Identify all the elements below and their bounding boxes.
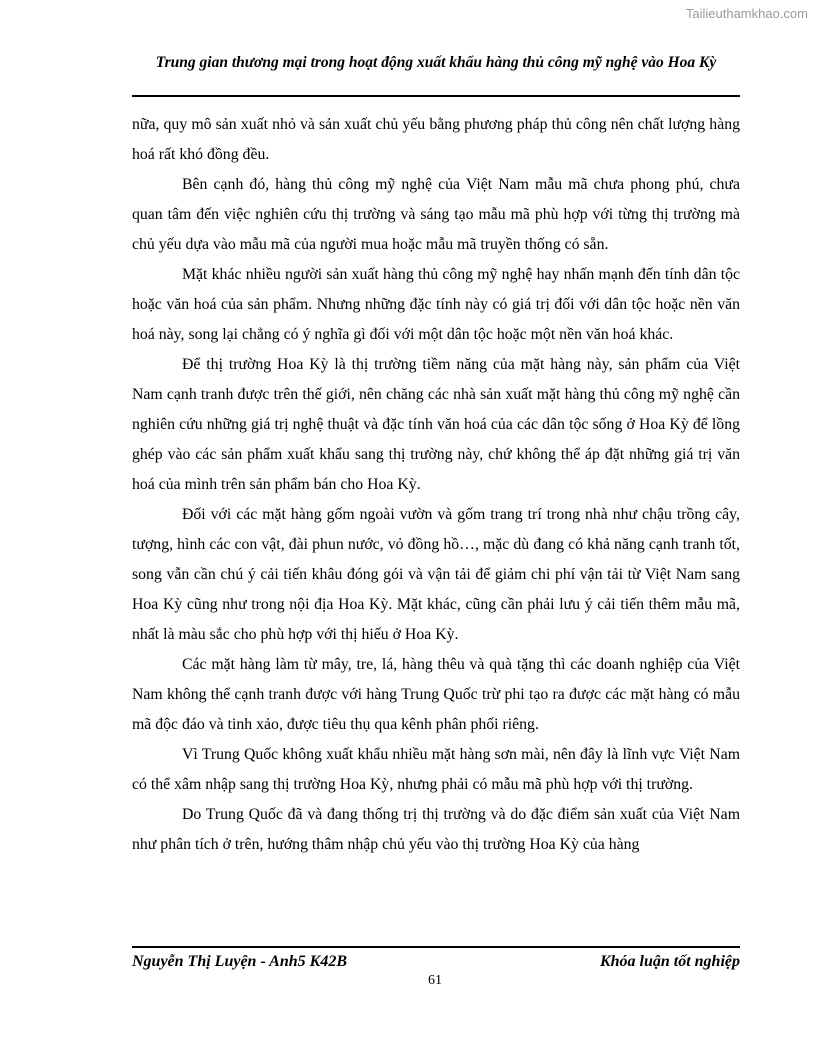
paragraph: Đối với các mặt hàng gốm ngoài vườn và gốm trang trí trong nhà như chậu trồng cây, tượng, hình các con vật, đài phun nước, vỏ đồng hồ…, mặc dù đang có khả năng cạnh tranh tốt, song vẫn cần chú ý cải tiến khâu đóng gói và vận tải để giảm chi phí vận tải từ Việt Nam sang Hoa Kỳ cũng như trong nội địa Hoa Kỳ. Mặt khác, cũng cần phải lưu ý cải tiến thêm mẫu mã, nhất là màu sắc cho phù hợp với thị hiếu ở Hoa Kỳ. xyxy=(132,506,740,643)
paragraph: Các mặt hàng làm từ mây, tre, lá, hàng thêu và quà tặng thì các doanh nghiệp của Việt Nam không thể cạnh tranh được với hàng Trung Quốc trừ phi tạo ra được các mặt hàng có mẫu mã độc đáo và tinh xảo, được tiêu thụ qua kênh phân phối riêng. xyxy=(132,656,740,733)
watermark-text: Tailieuthamkhao.com xyxy=(685,6,808,21)
footer-document-type: Khóa luận tốt nghiệp xyxy=(599,953,740,970)
paragraph: Bên cạnh đó, hàng thủ công mỹ nghệ của Việt Nam mẫu mã chưa phong phú, chưa quan tâm đến việc nghiên cứu thị trường và sáng tạo mẫu mã phù hợp với từng thị trường mà chủ yếu dựa vào mẫu mã của người mua hoặc mẫu mã truyền thống có sẵn. xyxy=(132,176,740,253)
paragraph: Mặt khác nhiều người sản xuất hàng thủ công mỹ nghệ hay nhấn mạnh đến tính dân tộc hoặc văn hoá của sản phẩm. Nhưng những đặc tính này có giá trị đối với dân tộc hoặc nền văn hoá này, song lại chẳng có ý nghĩa gì đối với một dân tộc hoặc một nền văn hoá khác. xyxy=(132,266,740,343)
header-divider xyxy=(132,95,740,97)
page-number: 61 xyxy=(428,973,442,988)
paragraph: Để thị trường Hoa Kỳ là thị trường tiềm năng của mặt hàng này, sản phẩm của Việt Nam cạnh tranh được trên thế giới, nên chăng các nhà sản xuất mặt hàng thủ công mỹ nghệ cần nghiên cứu những giá trị nghệ thuật và đặc tính văn hoá của các dân tộc sống ở Hoa Kỳ để lồng ghép vào các sản phẩm xuất khẩu sang thị trường này, chứ không thể áp đặt những giá trị văn hoá của mình trên sản phẩm bán cho Hoa Kỳ. xyxy=(132,356,740,493)
footer-author: Nguyễn Thị Luyện - Anh5 K42B xyxy=(132,953,347,970)
page-header-title: Trung gian thương mại trong hoạt động xuất khẩu hàng thủ công mỹ nghệ vào Hoa Kỳ xyxy=(155,54,717,71)
paragraph: Vì Trung Quốc không xuất khẩu nhiều mặt hàng sơn mài, nên đây là lĩnh vực Việt Nam có thể xâm nhập sang thị trường Hoa Kỳ, nhưng phải có mẫu mã phù hợp với thị trường. xyxy=(132,746,740,793)
footer-divider xyxy=(132,946,740,948)
paragraph: Do Trung Quốc đã và đang thống trị thị trường và do đặc điểm sản xuất của Việt Nam như phân tích ở trên, hướng thâm nhập chủ yếu vào thị trường Hoa Kỳ của hàng xyxy=(132,806,740,853)
paragraph-continuation: nữa, quy mô sản xuất nhỏ và sản xuất chủ yếu bằng phương pháp thủ công nên chất lượng hàng hoá rất khó đồng đều. xyxy=(132,116,740,163)
document-body xyxy=(132,110,740,860)
